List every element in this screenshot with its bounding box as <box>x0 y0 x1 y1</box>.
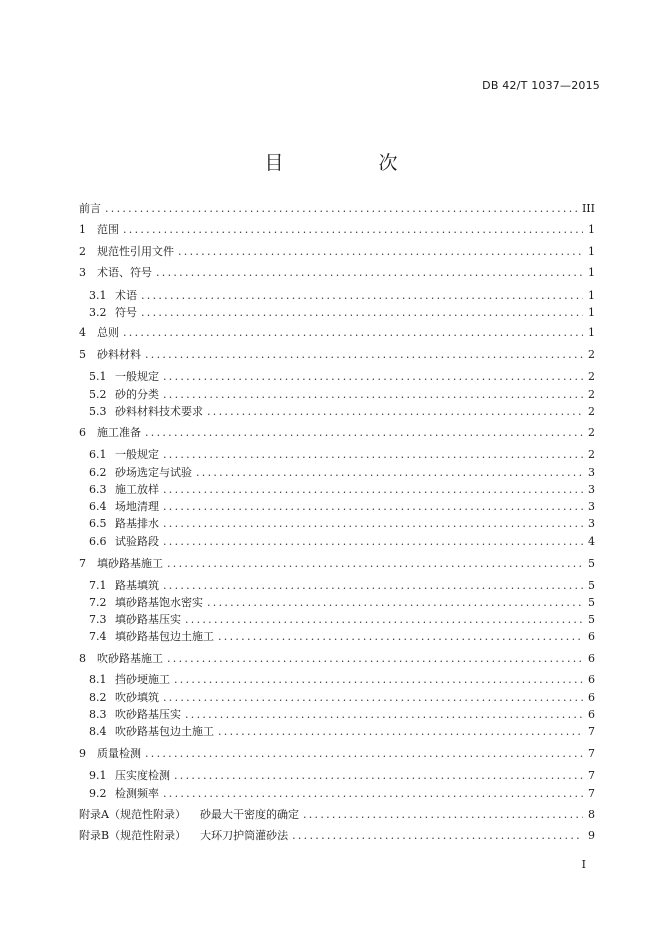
dot-leader <box>185 612 583 628</box>
toc-entry-page: 8 <box>588 808 595 821</box>
toc-entry[interactable] <box>79 325 595 341</box>
dot-leader <box>156 265 583 281</box>
toc-entry-number: 3.2 <box>89 306 107 319</box>
toc-entry[interactable] <box>89 629 595 645</box>
dot-leader <box>145 425 583 441</box>
toc-entry-label: 吹砂路基包边土施工 <box>115 725 214 738</box>
toc-entry-label: 填砂路基饱水密实 <box>115 596 203 609</box>
dot-leader <box>163 387 583 403</box>
toc-entry[interactable] <box>79 807 595 823</box>
toc-entry[interactable] <box>89 499 595 515</box>
dot-leader <box>123 325 583 341</box>
dot-leader <box>145 746 583 762</box>
dot-leader <box>178 244 583 260</box>
toc-entry-number: 6.6 <box>89 535 107 548</box>
toc-entry[interactable] <box>79 651 595 667</box>
toc-entry-number: 7.3 <box>89 613 107 626</box>
toc-entry-page: 1 <box>588 289 595 302</box>
toc-entry[interactable] <box>79 201 595 217</box>
toc-entry-number: 8.4 <box>89 725 107 738</box>
toc-entry[interactable] <box>89 612 595 628</box>
toc-entry-label: 填砂路基包边土施工 <box>115 630 214 643</box>
toc-entry-page: 6 <box>588 630 595 643</box>
dot-leader <box>167 651 583 667</box>
toc-entry[interactable] <box>79 828 595 844</box>
toc-entry-page: 5 <box>588 596 595 609</box>
toc-entry-label: 规范性引用文件 <box>97 245 174 258</box>
toc-entry-label: 场地清理 <box>115 500 159 513</box>
toc-entry-label: 施工放样 <box>115 483 159 496</box>
toc-entry-number: 9 <box>79 747 86 760</box>
toc-entry-number: 6.5 <box>89 517 107 530</box>
toc-entry-page: 2 <box>588 348 595 361</box>
dot-leader <box>163 482 583 498</box>
toc-entry-label: 吹砂路基施工 <box>97 652 163 665</box>
toc-entry[interactable] <box>89 768 595 784</box>
dot-leader <box>141 305 583 321</box>
footer-page-number: I <box>581 858 586 871</box>
toc-entry-page: 1 <box>588 245 595 258</box>
toc-entry[interactable] <box>89 369 595 385</box>
toc-entry-number: 7 <box>79 557 86 570</box>
toc-entry[interactable] <box>89 578 595 594</box>
toc-entry-number: 6.1 <box>89 448 107 461</box>
dot-leader <box>163 578 583 594</box>
toc-entry-number: 附录A（规范性附录） <box>79 808 186 821</box>
toc-entry-page: 2 <box>588 405 595 418</box>
toc-entry-number: 2 <box>79 245 86 258</box>
toc-entry[interactable] <box>89 482 595 498</box>
toc-entry-number: 4 <box>79 326 86 339</box>
toc-entry-label: 符号 <box>115 306 137 319</box>
toc-entry-page: 3 <box>588 500 595 513</box>
toc-entry-page: 2 <box>588 370 595 383</box>
toc-entry-label: 填砂路基压实 <box>115 613 181 626</box>
toc-entry-number: 1 <box>79 223 86 236</box>
toc-entry-label: 施工准备 <box>97 426 141 439</box>
toc-entry-number: 7.4 <box>89 630 107 643</box>
toc-entry[interactable] <box>89 707 595 723</box>
toc-entry[interactable] <box>79 425 595 441</box>
toc-entry-page: 1 <box>588 266 595 279</box>
dot-leader <box>163 499 583 515</box>
dot-leader <box>105 201 578 217</box>
toc-entry-label: 路基排水 <box>115 517 159 530</box>
toc-entry-number: 6 <box>79 426 86 439</box>
toc-entry[interactable] <box>89 786 595 802</box>
toc-entry[interactable] <box>89 516 595 532</box>
toc-entry-label: 填砂路基施工 <box>97 557 163 570</box>
toc-entry[interactable] <box>79 746 595 762</box>
dot-leader <box>163 534 583 550</box>
dot-leader <box>163 369 583 385</box>
toc-entry[interactable] <box>79 556 595 572</box>
standard-code: DB 42/T 1037—2015 <box>482 79 600 92</box>
toc-entry-label: 挡砂埂施工 <box>115 673 170 686</box>
toc-entry-number: 5.1 <box>89 370 107 383</box>
toc-entry-page: 9 <box>588 829 595 842</box>
toc-entry-label: 砂场选定与试验 <box>115 466 192 479</box>
toc-entry-number: 7.1 <box>89 579 107 592</box>
toc-entry[interactable] <box>89 305 595 321</box>
toc-entry-number: 9.1 <box>89 769 107 782</box>
toc-entry-number: 5 <box>79 348 86 361</box>
toc-entry-number: 7.2 <box>89 596 107 609</box>
toc-entry-number: 8 <box>79 652 86 665</box>
toc-entry-label: 砂料材料技术要求 <box>115 405 203 418</box>
toc-entry-number: 8.3 <box>89 708 107 721</box>
dot-leader <box>163 786 583 802</box>
toc-entry-page: 1 <box>588 306 595 319</box>
toc-entry-page: 2 <box>588 426 595 439</box>
toc-entry-label: 范围 <box>97 223 119 236</box>
toc-entry-number: 6.4 <box>89 500 107 513</box>
dot-leader <box>196 465 583 481</box>
toc-entry[interactable] <box>79 244 595 260</box>
dot-leader <box>292 828 583 844</box>
toc-entry-label: 砂最大干密度的确定 <box>199 808 299 821</box>
dot-leader <box>163 690 583 706</box>
toc-entry[interactable] <box>79 265 595 281</box>
dot-leader <box>218 629 583 645</box>
toc-entry-number: 3 <box>79 266 86 279</box>
toc-entry[interactable] <box>89 690 595 706</box>
toc-entry-label: 吹砂填筑 <box>115 691 159 704</box>
toc-entry-page: 6 <box>588 673 595 686</box>
toc-entry-number: 8.1 <box>89 673 107 686</box>
dot-leader <box>145 347 583 363</box>
toc-entry-page: 5 <box>588 613 595 626</box>
toc-entry-label: 大环刀护筒灌砂法 <box>200 829 289 842</box>
toc-entry[interactable] <box>79 222 595 238</box>
toc-entry[interactable] <box>79 347 595 363</box>
toc-entry[interactable] <box>89 387 595 403</box>
toc-entry[interactable] <box>89 724 595 740</box>
dot-leader <box>141 288 583 304</box>
toc-entry-number: 9.2 <box>89 787 107 800</box>
toc-entry-number: 附录B（规范性附录） <box>79 829 187 842</box>
toc-entry[interactable] <box>89 288 595 304</box>
page-title: 目 次 <box>264 152 436 174</box>
dot-leader <box>163 516 583 532</box>
toc-entry-page: 7 <box>588 787 595 800</box>
toc-entry-page: 2 <box>588 448 595 461</box>
toc-entry-page: 3 <box>588 483 595 496</box>
toc-entry[interactable] <box>89 534 595 550</box>
toc-entry-page: 6 <box>588 708 595 721</box>
dot-leader <box>123 222 583 238</box>
toc-entry-label: 质量检测 <box>97 747 141 760</box>
toc-entry-page: 4 <box>588 535 595 548</box>
dot-leader <box>174 768 583 784</box>
toc-entry-label: 检测频率 <box>115 787 159 800</box>
toc-entry-page: 7 <box>588 747 595 760</box>
toc-entry-label: 试验路段 <box>115 535 159 548</box>
toc-entry-page: 3 <box>588 517 595 530</box>
toc-entry[interactable] <box>89 595 595 611</box>
toc-entry-label: 术语 <box>115 289 137 302</box>
toc-entry[interactable] <box>89 404 595 420</box>
toc-entry-label: 吹砂路基压实 <box>115 708 181 721</box>
toc-entry-page: 1 <box>588 326 595 339</box>
toc-entry[interactable] <box>89 465 595 481</box>
toc-entry-number: 6.2 <box>89 466 107 479</box>
toc-entry-label: 总则 <box>97 326 119 339</box>
toc-entry-label: 术语、符号 <box>97 266 152 279</box>
toc-entry-page: 5 <box>588 557 595 570</box>
toc-entry[interactable] <box>89 672 595 688</box>
toc-entry-label: 路基填筑 <box>115 579 159 592</box>
toc-entry-number: 6.3 <box>89 483 107 496</box>
dot-leader <box>207 595 583 611</box>
toc-entry-page: 6 <box>588 691 595 704</box>
toc-entry-page: 6 <box>588 652 595 665</box>
toc-entry-page: 2 <box>588 388 595 401</box>
toc-entry-label: 压实度检测 <box>115 769 170 782</box>
toc-entry-page: III <box>581 202 595 215</box>
dot-leader <box>303 807 583 823</box>
toc-entry-page: 5 <box>588 579 595 592</box>
toc-entry-page: 1 <box>588 223 595 236</box>
dot-leader <box>185 707 583 723</box>
toc-entry[interactable] <box>89 447 595 463</box>
toc-entry-label: 砂料材料 <box>97 348 141 361</box>
toc-entry-number: 8.2 <box>89 691 107 704</box>
toc-entry-page: 7 <box>588 725 595 738</box>
toc-entry-label: 前言 <box>79 202 101 215</box>
dot-leader <box>218 724 583 740</box>
dot-leader <box>163 447 583 463</box>
toc-entry-number: 5.3 <box>89 405 107 418</box>
dot-leader <box>174 672 583 688</box>
toc-entry-label: 一般规定 <box>115 448 159 461</box>
toc-entry-number: 3.1 <box>89 289 107 302</box>
toc-entry-label: 一般规定 <box>115 370 159 383</box>
toc-entry-label: 砂的分类 <box>115 388 159 401</box>
toc-entry-number: 5.2 <box>89 388 107 401</box>
toc-entry-page: 7 <box>588 769 595 782</box>
toc-entry-page: 3 <box>588 466 595 479</box>
dot-leader <box>167 556 583 572</box>
dot-leader <box>207 404 583 420</box>
